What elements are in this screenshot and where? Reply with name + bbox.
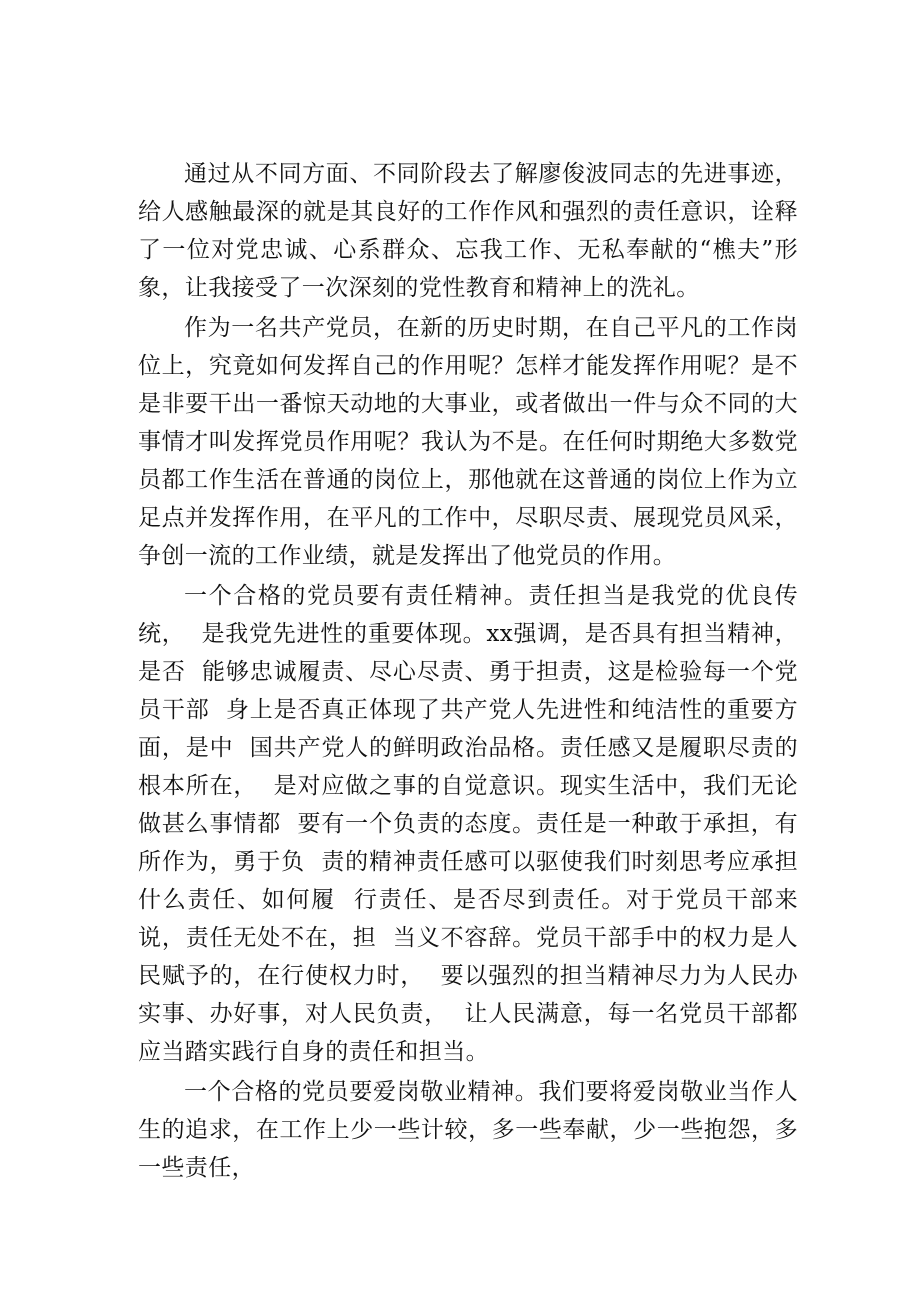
paragraph-liao-junbo-deeds: 通过从不同方面、不同阶段去了解廖俊波同志的先进事迹， 给人感触最深的就是其良好的工作作风和强烈的责任意识，诠释 了一位对党忠诚、心系群众、忘我工作、无私奉献的“樵夫”形 象，让我接受了一次深刻的党性教育和精神上的洗礼。 [138,161,814,301]
paragraph-job-dedication: 一个合格的党员要爱岗敬业精神。我们要将爱岗敬业当作人 生的追求，在工作上少一些计较，多一些奉献，少一些抱怨，多 一些责任， [138,1079,814,1181]
paragraph-party-member-role: 作为一名共产党员，在新的历史时期，在自己平凡的工作岗 位上，究竟如何发挥自己的作用呢？怎样才能发挥作用呢？是不 是非要干出一番惊天动地的大事业，或者做出一件与众不同的大 事情才叫发挥党员作用呢？我认为不是。在任何时期绝大多数党 员都工作生活在普通的岗位上，那他就在这普通的岗位上作为立 足点并发挥作用，在平凡的工作中，尽职尽责、展现党员风采， 争创一流的工作业绩，就是发挥出了他党员的作用。 [138,315,829,569]
paragraph-sense-of-responsibility: 一个合格的党员要有责任精神。责任担当是我党的优良传统， 是我党先进性的重要体现。xx强调，是否具有担当精神，是否 能够忠诚履责、尽心尽责、勇于担责，这是检验每一个党员干部 身上是否真正体现了共产党人先进性和纯洁性的重要方面，是中 国共产党人的鲜明政治品格。责任感又是履职尽责的根本所在， 是对应做之事的自觉意识。现实生活中，我们无论做甚么事情都 要有一个负责的态度。责任是一种敢于承担，有所作为，勇于负 责的精神责任感可以驱使我们时刻思考应承担什么责任、如何履 行责任、是否尽到责任。对于党员干部来说，责任无处不在，担 当义不容辞。党员干部手中的权力是人民赋予的，在行使权力时， 要以强烈的担当精神尽力为人民办实事、办好事，对人民负责， 让人民满意，每一名党员干部都应当踏实践行自身的责任和担当。 [138,583,798,1065]
document-body [138,155,829,1187]
